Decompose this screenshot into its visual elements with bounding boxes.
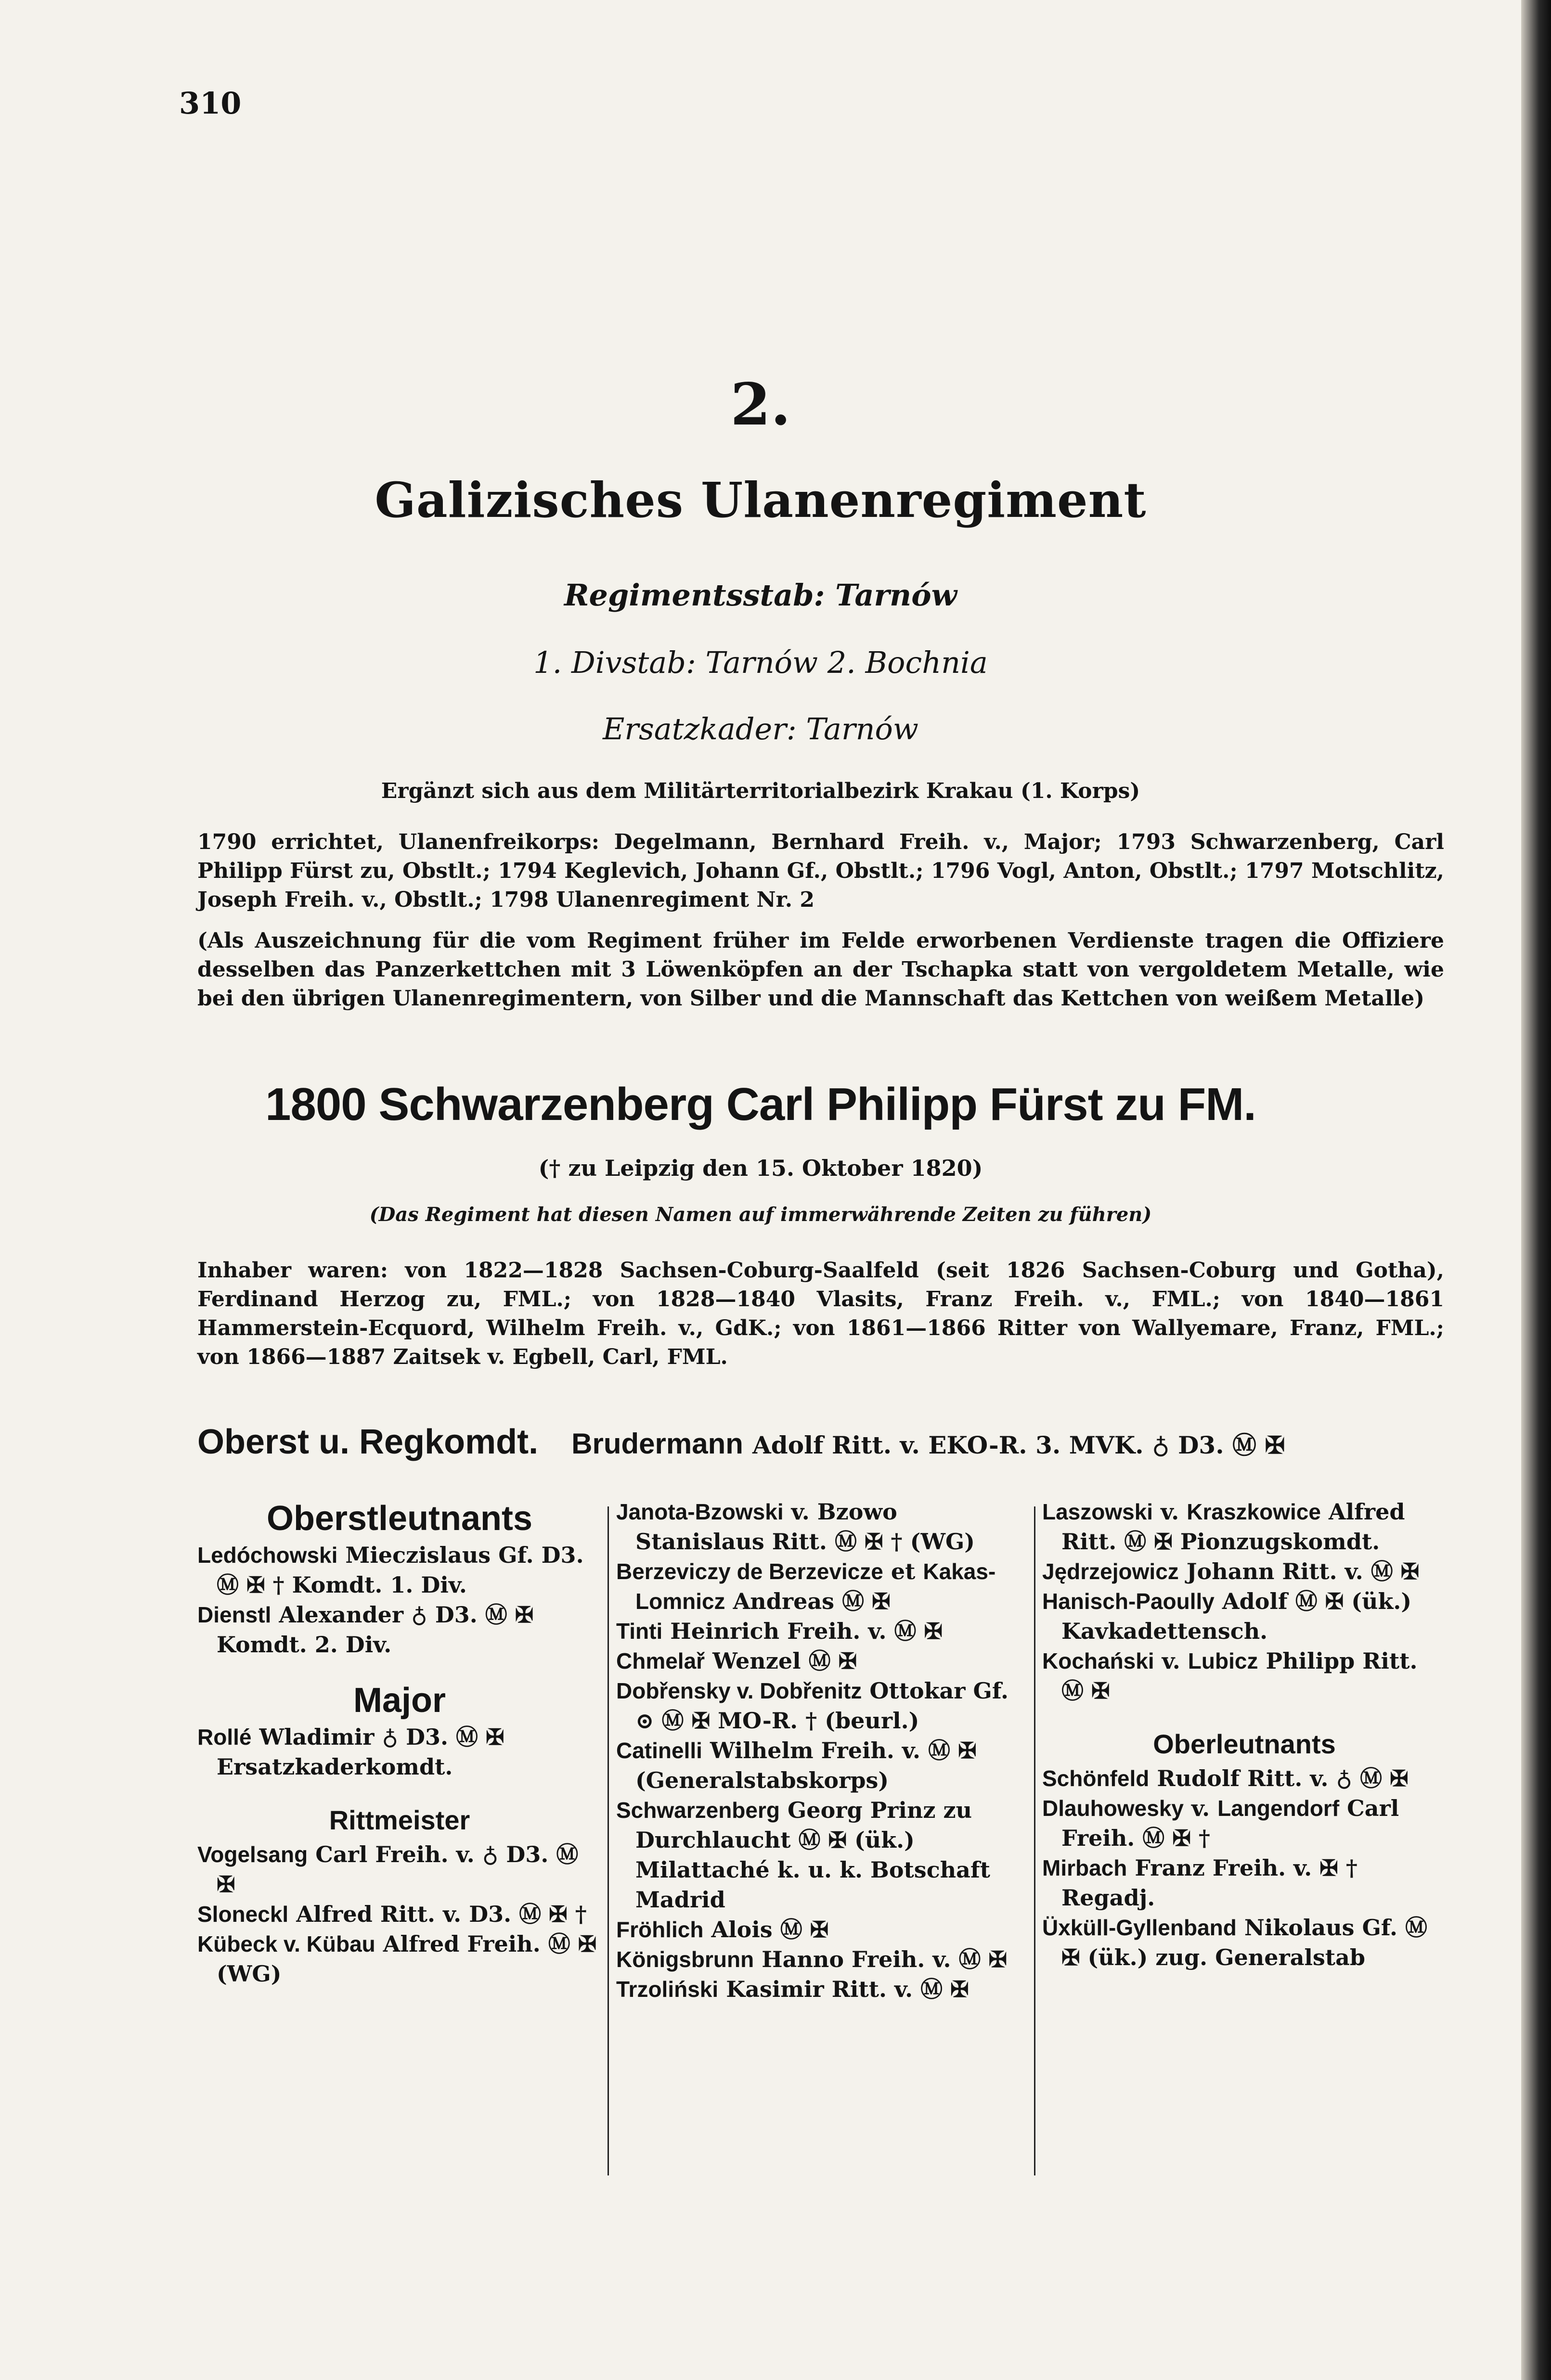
list-item: Dienstl Alexander ♁ D3. Ⓜ ✠ Komdt. 2. Div.	[197, 1602, 534, 1658]
section-heading: Oberleutnants	[1153, 1729, 1336, 1759]
oberst-line	[197, 1422, 1449, 1462]
list-item: Tinti Heinrich Freih. v. Ⓜ ✠	[616, 1618, 943, 1644]
list-item: Hanisch-Paoully Adolf Ⓜ ✠ (ük.) Kavkadettensch.	[1042, 1588, 1412, 1644]
list-item: Dobřensky v. Dobřenitz Ottokar Gf. ⊙ Ⓜ ✠ MO-R. † (beurl.)	[616, 1678, 1008, 1734]
column-middle	[616, 1497, 1021, 2004]
list-item: Dlauhowesky v. Langendorf Carl Freih. Ⓜ ✠ †	[1042, 1795, 1399, 1851]
list-item: Catinelli Wilhelm Freih. v. Ⓜ ✠ (Generalstabskorps)	[616, 1737, 977, 1793]
regimentsstab-line: Regimentsstab: Tarnów	[564, 578, 957, 613]
page-number: 310	[179, 86, 242, 121]
list-item: Schönfeld Rudolf Ritt. v. ♁ Ⓜ ✠	[1042, 1765, 1409, 1791]
oberst-label: Oberst u. Regkomdt.	[197, 1423, 539, 1461]
regiment-number: 2.	[730, 371, 791, 438]
section-heading: Rittmeister	[329, 1805, 470, 1835]
list-item: Trzoliński Kasimir Ritt. v. Ⓜ ✠	[616, 1976, 969, 2002]
list-item: Berzeviczy de Berzevicze et Kakas-Lomnicz Andreas Ⓜ ✠	[616, 1558, 996, 1614]
list-item: Chmelař Wenzel Ⓜ ✠	[616, 1648, 857, 1674]
list-item: Mirbach Franz Freih. v. ✠ † Regadj.	[1042, 1855, 1357, 1911]
list-item: Kübeck v. Kübau Alfred Freih. Ⓜ ✠ (WG)	[197, 1931, 597, 1987]
page-edge	[1521, 0, 1551, 2380]
oberst-name: Brudermann	[571, 1428, 743, 1460]
page-title: Galizisches Ulanenregiment	[375, 472, 1147, 528]
column-divider	[607, 1506, 609, 2175]
history-paragraph: 1790 errichtet, Ulanenfreikorps: Degelmann, Bernhard Freih. v., Major; 1793 Schwarzenberg, Carl Philipp Fürst zu, Obstlt.; 1794 Keglevich, Johann Gf., Obstlt.; 1796 Vogl, Anton, Obstlt.; 1797 Motschlitz, Joseph Freih. v., Obstlt.; 1798 Ulanenregiment Nr. 2	[197, 830, 1444, 912]
list-item: Schwarzenberg Georg Prinz zu Durchlaucht Ⓜ ✠ (ük.) Milattaché k. u. k. Botschaft Madrid	[616, 1797, 990, 1913]
list-item: Sloneckl Alfred Ritt. v. D3. Ⓜ ✠ †	[197, 1901, 587, 1927]
list-item: Jędrzejowicz Johann Ritt. v. Ⓜ ✠	[1042, 1558, 1420, 1584]
name-note: (Das Regiment hat diesen Namen auf immerwährende Zeiten zu führen)	[369, 1203, 1152, 1226]
column-divider	[1034, 1506, 1035, 2175]
inhaber-heading: 1800 Schwarzenberg Carl Philipp Fürst zu FM.	[265, 1079, 1256, 1130]
list-item: Rollé Wladimir ♁ D3. Ⓜ ✠ Ersatzkaderkomdt.	[197, 1724, 504, 1780]
ersatzkader-line: Ersatzkader: Tarnów	[603, 711, 918, 746]
list-item: Königsbrunn Hanno Freih. v. Ⓜ ✠	[616, 1946, 1008, 1972]
list-item: Üxküll-Gyllenband Nikolaus Gf. Ⓜ ✠ (ük.) zug. Generalstab	[1042, 1915, 1428, 1970]
column-left	[197, 1497, 602, 1989]
ergaenzung-line: Ergänzt sich aus dem Militärterritorialbezirk Krakau (1. Korps)	[381, 779, 1140, 803]
list-item: Janota-Bzowski v. Bzowo Stanislaus Ritt. Ⓜ ✠ † (WG)	[616, 1499, 975, 1555]
section-heading: Oberstleutnants	[266, 1499, 533, 1538]
column-right	[1042, 1497, 1447, 1972]
list-item: Laszowski v. Kraszkowice Alfred Ritt. Ⓜ ✠ Pionzugskomdt.	[1042, 1499, 1405, 1555]
divstab-line: 1. Divstab: Tarnów 2. Bochnia	[533, 645, 988, 680]
list-item: Ledóchowski Mieczislaus Gf. D3. Ⓜ ✠ † Komdt. 1. Div.	[197, 1542, 584, 1598]
distinction-paragraph: (Als Auszeichnung für die vom Regiment früher im Felde erworbenen Verdienste tragen die Offiziere desselben das Panzerkettchen mit 3 Löwenköpfen an der Tschapka statt von vergoldetem Metalle, wie bei den übrigen Ulanenregimentern, von Silber und die Mannschaft das Kettchen von weißem Metalle)	[197, 928, 1444, 1011]
former-inhaber-paragraph: Inhaber waren: von 1822—1828 Sachsen-Coburg-Saalfeld (seit 1826 Sachsen-Coburg und Gotha), Ferdinand Herzog zu, FML.; von 1828—1840 Vlasits, Franz Freih. v., FML.; von 1840—1861 Hammerstein-Ecquord, Wilhelm Freih. v., GdK.; von 1861—1866 Ritter von Wallyemare, Franz, FML.; von 1866—1887 Zaitsek v. Egbell, Carl, FML.	[197, 1258, 1444, 1369]
list-item: Fröhlich Alois Ⓜ ✠	[616, 1917, 829, 1943]
list-item: Vogelsang Carl Freih. v. ♁ D3. Ⓜ ✠	[197, 1841, 579, 1897]
section-heading: Major	[353, 1681, 446, 1720]
oberst-details: Adolf Ritt. v. EKO-R. 3. MVK. ♁ D3. Ⓜ ✠	[752, 1431, 1285, 1459]
death-note: († zu Leipzig den 15. Oktober 1820)	[538, 1155, 983, 1181]
list-item: Kochański v. Lubicz Philipp Ritt. Ⓜ ✠	[1042, 1648, 1418, 1704]
